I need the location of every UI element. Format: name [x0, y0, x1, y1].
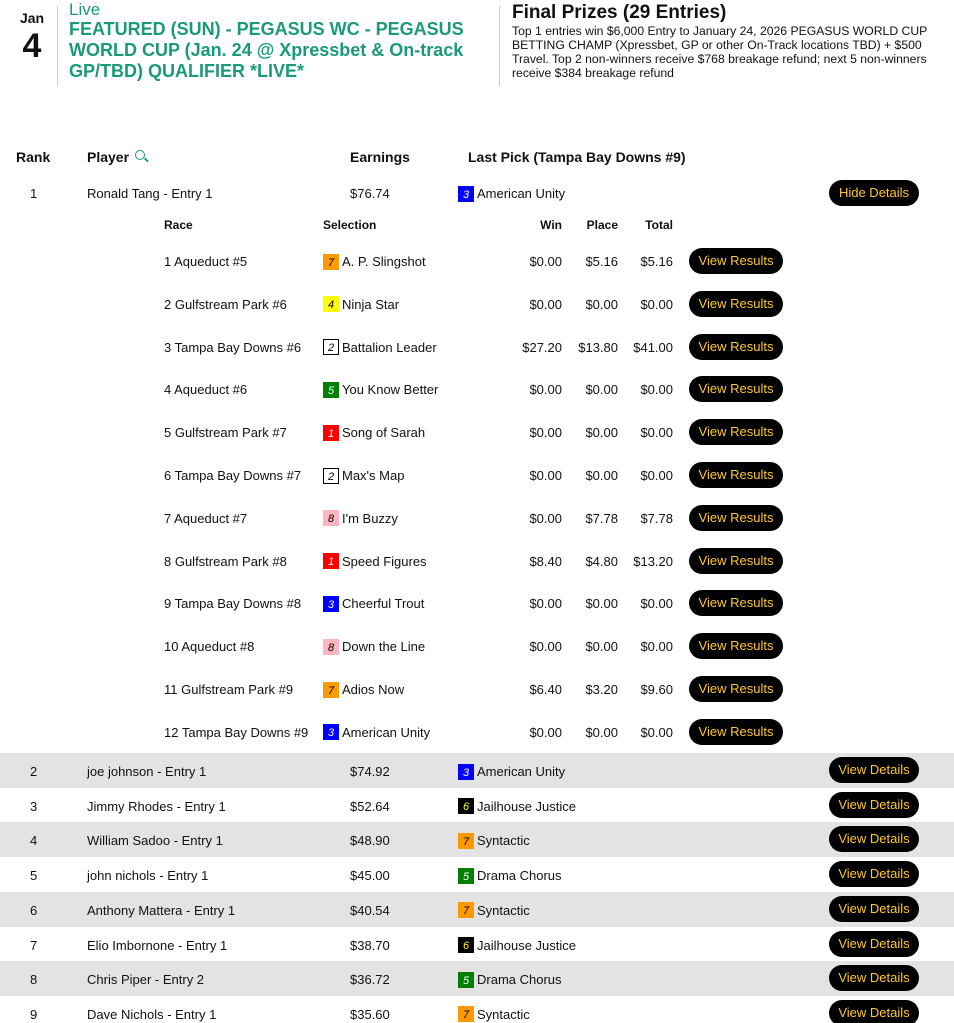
program-number: 5 — [323, 382, 339, 398]
contest-status: Live — [69, 0, 101, 19]
win-amount: $0.00 — [529, 382, 562, 398]
race-name: 10 Aqueduct #8 — [164, 639, 255, 655]
last-pick — [458, 972, 562, 989]
rank: 2 — [30, 764, 38, 779]
horse-name: A. P. Slingshot — [342, 254, 426, 269]
program-number: 7 — [458, 1006, 474, 1022]
selection — [323, 554, 427, 571]
contest-title: FEATURED (SUN) - PEGASUS WC - PEGASUS WORLD CUP (Jan. 24 @ Xpressbet & On-track GP/TBD) QUALIFIER *LIVE* — [69, 19, 464, 81]
selection — [323, 596, 424, 613]
race-name: 11 Gulfstream Park #9 — [164, 682, 294, 697]
earnings: $48.90 — [350, 833, 390, 849]
player-name: Jimmy Rhodes - Entry 1 — [87, 798, 226, 814]
divider — [57, 6, 58, 86]
col-total: Total — [645, 218, 673, 232]
total-amount: $41.00 — [633, 339, 673, 355]
horse-name: Ninja Star — [342, 296, 400, 312]
race-name: 8 Gulfstream Park #8 — [164, 553, 287, 569]
win-amount: $27.20 — [522, 339, 562, 355]
race-row — [0, 497, 954, 539]
program-number: 7 — [323, 682, 339, 698]
last-pick — [458, 186, 565, 203]
earnings: $74.92 — [350, 764, 390, 779]
win-amount: $0.00 — [529, 425, 562, 441]
last-pick — [458, 868, 562, 885]
program-number: 8 — [323, 510, 339, 526]
last-pick — [458, 903, 530, 920]
earnings: $52.64 — [350, 798, 390, 814]
rank: 4 — [30, 833, 38, 849]
horse-name: Syntactic — [477, 902, 530, 918]
horse-name: Down the Line — [342, 639, 426, 655]
earnings: $36.72 — [350, 972, 390, 988]
win-amount: $8.40 — [529, 553, 562, 569]
contest-header — [0, 0, 954, 110]
total-amount: $0.00 — [640, 296, 673, 312]
view-results-button[interactable]: View Results — [689, 248, 783, 274]
place-amount: $0.00 — [585, 425, 618, 441]
horse-name: American Unity — [342, 724, 431, 740]
view-details-button[interactable]: View Details — [829, 792, 919, 818]
player-name: Elio Imbornone - Entry 1 — [87, 937, 228, 953]
table-row[interactable] — [0, 927, 954, 962]
col-race: Race — [164, 218, 193, 232]
rank: 7 — [30, 937, 38, 953]
earnings: $40.54 — [350, 902, 390, 918]
date-day: 4 — [22, 27, 42, 65]
program-number: 7 — [458, 902, 474, 918]
selection — [323, 254, 426, 271]
standings-header — [0, 146, 954, 168]
place-amount: $5.16 — [585, 254, 618, 269]
horse-name: You Know Better — [342, 382, 439, 398]
horse-name: Adios Now — [342, 682, 405, 697]
horse-name: Cheerful Trout — [342, 596, 425, 612]
prizes-description: Top 1 entries win $6,000 Entry to January 24, 2026 PEGASUS WORLD CUP BETTING CHAMP (Xpressbet, GP or other On-Track locations TBD) + $500 Travel. Top 2 non-winners receive $768 breakage refund; next 5 non-winners receive $384 breakage refund — [512, 24, 928, 80]
col-place: Place — [586, 218, 618, 232]
race-row — [0, 283, 954, 325]
prizes-title: Final Prizes (29 Entries) — [512, 2, 727, 23]
race-name: 6 Tampa Bay Downs #7 — [164, 468, 302, 483]
program-number: 7 — [323, 254, 339, 270]
view-details-button[interactable]: View Details — [829, 1000, 919, 1023]
view-details-button[interactable]: View Details — [829, 896, 919, 922]
total-amount: $7.78 — [640, 510, 673, 526]
table-row-leader[interactable] — [0, 178, 954, 208]
race-row — [0, 454, 954, 496]
race-row — [0, 240, 954, 282]
player-name: William Sadoo - Entry 1 — [87, 833, 223, 849]
horse-name: Speed Figures — [342, 553, 427, 569]
view-results-button[interactable]: View Results — [689, 548, 783, 574]
search-icon[interactable] — [135, 150, 145, 160]
total-amount: $0.00 — [640, 596, 673, 612]
player-name: Dave Nichols - Entry 1 — [87, 1006, 217, 1022]
place-amount: $0.00 — [585, 468, 618, 483]
view-details-button[interactable]: View Details — [829, 826, 919, 852]
race-row — [0, 411, 954, 453]
horse-name: Song of Sarah — [342, 425, 426, 441]
earnings: $38.70 — [350, 937, 390, 953]
win-amount: $0.00 — [529, 468, 562, 483]
place-amount: $0.00 — [585, 382, 618, 398]
program-number: 2 — [323, 468, 339, 484]
program-number: 1 — [323, 553, 339, 569]
last-pick — [458, 938, 576, 955]
race-row — [0, 368, 954, 410]
view-results-button[interactable]: View Results — [689, 505, 783, 531]
view-results-button[interactable]: View Results — [689, 719, 783, 745]
player-name: john nichols - Entry 1 — [87, 868, 209, 884]
win-amount: $0.00 — [529, 296, 562, 312]
place-amount: $7.78 — [585, 510, 618, 526]
program-number: 6 — [458, 937, 474, 953]
view-results-button[interactable]: View Results — [689, 590, 783, 616]
table-row[interactable] — [0, 961, 954, 996]
view-results-button[interactable]: View Results — [689, 376, 783, 402]
date-month: Jan — [19, 10, 45, 26]
view-results-button[interactable]: View Results — [689, 633, 783, 659]
last-pick — [458, 799, 576, 816]
win-amount: $0.00 — [529, 724, 562, 740]
win-amount: $0.00 — [529, 639, 562, 655]
horse-name: American Unity — [477, 186, 566, 201]
view-results-button[interactable]: View Results — [689, 419, 783, 445]
rank: 3 — [30, 798, 38, 814]
selection — [323, 382, 438, 399]
program-number: 2 — [323, 339, 339, 355]
race-name: 9 Tampa Bay Downs #8 — [164, 596, 302, 612]
program-number: 1 — [323, 425, 339, 441]
last-pick — [458, 764, 565, 781]
selection — [323, 725, 430, 742]
horse-name: Drama Chorus — [477, 972, 562, 988]
place-amount: $0.00 — [585, 296, 618, 312]
horse-name: Max's Map — [342, 468, 405, 483]
race-row — [0, 582, 954, 624]
race-row — [0, 540, 954, 582]
total-amount: $5.16 — [640, 254, 673, 269]
total-amount: $0.00 — [640, 468, 673, 483]
earnings: $35.60 — [350, 1006, 390, 1022]
program-number: 7 — [458, 833, 474, 849]
col-earnings: Earnings — [350, 149, 410, 165]
view-results-button[interactable]: View Results — [689, 334, 783, 360]
selection — [323, 468, 404, 485]
horse-name: American Unity — [477, 764, 566, 779]
col-rank: Rank — [16, 149, 51, 165]
view-results-button[interactable]: View Results — [689, 676, 783, 702]
win-amount: $0.00 — [529, 596, 562, 612]
total-amount: $0.00 — [640, 382, 673, 398]
contest-date — [14, 10, 50, 64]
race-name: 12 Tampa Bay Downs #9 — [164, 724, 309, 740]
total-amount: $0.00 — [640, 425, 673, 441]
race-name: 1 Aqueduct #5 — [164, 254, 248, 269]
race-name: 7 Aqueduct #7 — [164, 510, 248, 526]
place-amount: $4.80 — [585, 553, 618, 569]
rank: 8 — [30, 972, 38, 988]
player-name: joe johnson - Entry 1 — [87, 764, 207, 779]
table-row[interactable] — [0, 822, 954, 857]
view-results-button[interactable]: View Results — [689, 291, 783, 317]
rank: 6 — [30, 902, 38, 918]
program-number: 3 — [323, 724, 339, 740]
race-name: 3 Tampa Bay Downs #6 — [164, 339, 302, 355]
col-selection: Selection — [323, 218, 377, 232]
last-pick — [458, 833, 530, 850]
view-results-button[interactable]: View Results — [689, 462, 783, 488]
table-row[interactable] — [0, 753, 954, 788]
race-row — [0, 668, 954, 710]
selection — [323, 297, 399, 314]
place-amount: $0.00 — [585, 639, 618, 655]
selection — [323, 639, 425, 656]
player-name: Chris Piper - Entry 2 — [87, 972, 205, 988]
divider — [499, 6, 500, 86]
program-number: 3 — [323, 596, 339, 612]
hide-details-button[interactable]: Hide Details — [829, 180, 919, 206]
col-win: Win — [540, 218, 562, 232]
race-row — [0, 326, 954, 368]
program-number: 6 — [458, 798, 474, 814]
selection — [323, 425, 425, 442]
selection — [323, 340, 437, 357]
view-details-button[interactable]: View Details — [829, 757, 919, 783]
col-player — [87, 149, 145, 165]
program-number: 8 — [323, 639, 339, 655]
race-row — [0, 625, 954, 667]
view-details-button[interactable]: View Details — [829, 965, 919, 991]
win-amount: $0.00 — [529, 254, 562, 269]
earnings: $45.00 — [350, 868, 390, 884]
col-last-pick: Last Pick (Tampa Bay Downs #9) — [468, 149, 686, 165]
table-row[interactable] — [0, 892, 954, 927]
player-name: Anthony Mattera - Entry 1 — [87, 902, 236, 918]
last-pick — [458, 1007, 530, 1023]
contest-title-box — [69, 0, 494, 82]
selection — [323, 511, 398, 528]
selection — [323, 682, 404, 699]
player-name: Ronald Tang - Entry 1 — [87, 186, 213, 201]
rank: 5 — [30, 868, 38, 884]
table-row[interactable] — [0, 788, 954, 823]
view-details-button[interactable]: View Details — [829, 931, 919, 957]
program-number: 3 — [458, 186, 474, 202]
rank: 9 — [30, 1006, 38, 1022]
place-amount: $3.20 — [585, 682, 618, 697]
horse-name: Jailhouse Justice — [477, 798, 576, 814]
horse-name: Drama Chorus — [477, 868, 562, 884]
place-amount: $0.00 — [585, 596, 618, 612]
program-number: 4 — [323, 296, 339, 312]
win-amount: $0.00 — [529, 510, 562, 526]
total-amount: $0.00 — [640, 639, 673, 655]
horse-name: Syntactic — [477, 1006, 530, 1022]
race-name: 4 Aqueduct #6 — [164, 382, 248, 398]
win-amount: $6.40 — [529, 682, 562, 697]
rank: 1 — [30, 186, 38, 201]
program-number: 5 — [458, 868, 474, 884]
col-player-label: Player — [87, 149, 130, 165]
program-number: 3 — [458, 764, 474, 780]
horse-name: I'm Buzzy — [342, 510, 398, 526]
prizes-box — [512, 2, 942, 80]
program-number: 5 — [458, 972, 474, 988]
view-details-button[interactable]: View Details — [829, 861, 919, 887]
total-amount: $9.60 — [640, 682, 673, 697]
race-name: 5 Gulfstream Park #7 — [164, 425, 287, 441]
place-amount: $13.80 — [578, 339, 618, 355]
total-amount: $13.20 — [633, 553, 673, 569]
table-row[interactable] — [0, 857, 954, 892]
total-amount: $0.00 — [640, 724, 673, 740]
race-row — [0, 711, 954, 753]
horse-name: Battalion Leader — [342, 339, 437, 355]
horse-name: Syntactic — [477, 833, 530, 849]
race-name: 2 Gulfstream Park #6 — [164, 296, 287, 312]
earnings: $76.74 — [350, 186, 390, 201]
place-amount: $0.00 — [585, 724, 618, 740]
horse-name: Jailhouse Justice — [477, 937, 576, 953]
table-row[interactable] — [0, 996, 954, 1023]
